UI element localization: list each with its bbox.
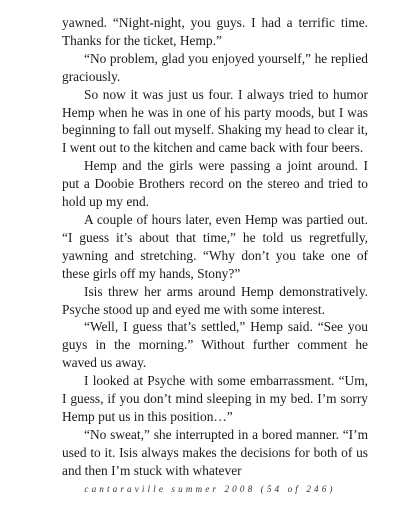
page-body — [62, 14, 368, 480]
page-footer: cantaraville summer 2008 (54 of 246) — [84, 484, 336, 494]
paragraph: Hemp and the girls were passing a joint around. I put a Doobie Brothers record on the stereo and tried to hold up my end. — [62, 158, 368, 210]
paragraph: “No sweat,” she interrupted in a bored manner. “I’m used to it. Isis always makes the decisions for both of us and then I’m stuck with whatever — [62, 426, 368, 478]
paragraph: “Well, I guess that’s settled,” Hemp said. “See you guys in the morning.” Without further comment he waved us away. — [62, 319, 368, 371]
paragraph: A couple of hours later, even Hemp was partied out. “I guess it’s about that time,” he told us regretfully, yawning and stretching. “Why don’t you take one of these girls off my hands, Stony?” — [62, 211, 368, 281]
paragraph: So now it was just us four. I always tried to humor Hemp when he was in one of his party moods, but I was beginning to fall out myself. Shaking my head to clear it, I went out to the kitchen and came back with four beers. — [62, 86, 368, 156]
paragraph: I looked at Psyche with some embarrassment. “Um, I guess, if you don’t mind sleeping in my bed. I’m sorry Hemp put us in this position…” — [62, 373, 368, 424]
paragraph: “No problem, glad you enjoyed yourself,” he replied graciously. — [62, 50, 368, 84]
paragraph: Isis threw her arms around Hemp demonstratively. Psyche stood up and eyed me with some interest. — [62, 283, 368, 317]
paragraph: yawned. “Night-night, you guys. I had a terrific time. Thanks for the ticket, Hemp.” — [62, 15, 368, 48]
